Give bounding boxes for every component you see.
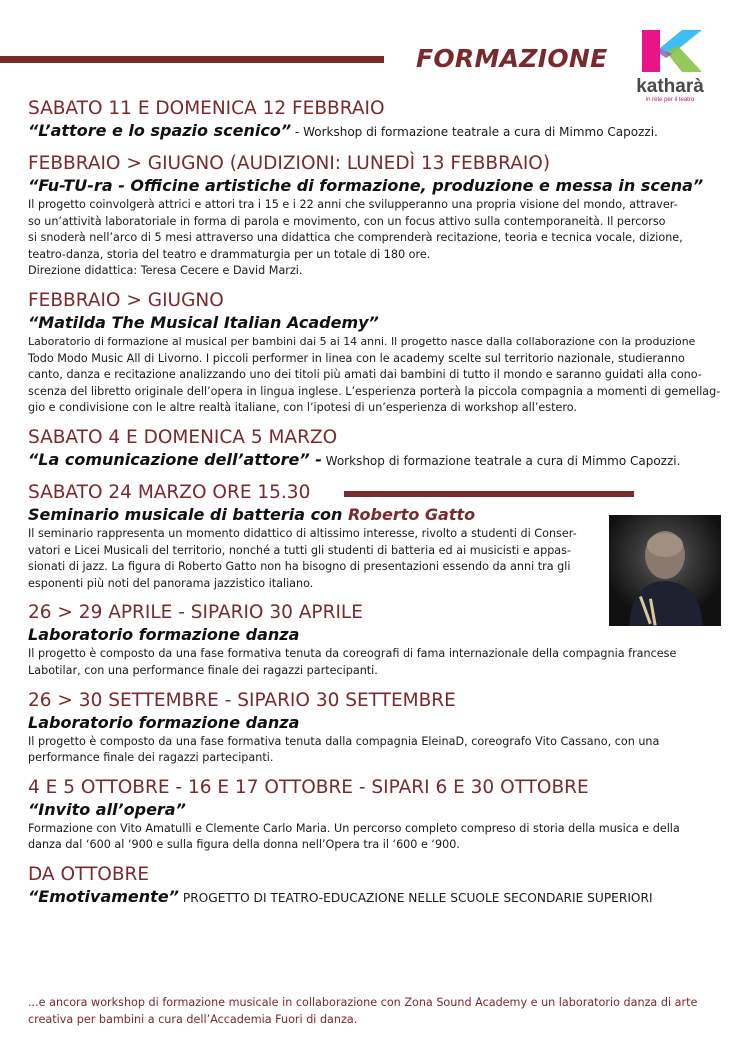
description-line: Formazione con Vito Amatulli e Clemente Carlo Maria. Un percorso completo compreso di storia della musica e della bbox=[28, 821, 680, 835]
event-date: 26 > 30 SETTEMBRE - SIPARIO 30 SETTEMBRE bbox=[28, 689, 456, 711]
event-item bbox=[28, 427, 718, 472]
description-line: Il progetto è composto da una fase formativa tenuta dalla compagnia EleinaD, coreografo Vito Cassano, con una bbox=[28, 734, 660, 748]
event-description bbox=[28, 646, 718, 679]
event-title: “Fu-TU-ra - Officine artistiche di formazione, produzione e messa in scena” bbox=[28, 176, 704, 195]
footer-line: creativa per bambini a cura dell’Accademia Fuori di danza. bbox=[28, 1012, 358, 1026]
description-line: scenza del libretto originale dell’opera in lingua inglese. L’esperienza porterà la piccola compagnia a momenti di gemellag- bbox=[28, 384, 721, 398]
logo-wordmark: katharà bbox=[636, 76, 704, 97]
event-title-note: Workshop di formazione teatrale a cura di Mimmo Capozzi. bbox=[321, 453, 681, 468]
description-line: Direzione didattica: Teresa Cecere e David Marzi. bbox=[28, 264, 303, 278]
event-title-line bbox=[28, 175, 718, 196]
event-title: “Emotivamente” bbox=[28, 886, 179, 906]
description-line: sionati di jazz. La figura di Roberto Gatto non ha bisogno di presentazioni essendo da anni tra gli bbox=[28, 560, 571, 574]
event-date: 4 E 5 OTTOBRE - 16 E 17 OTTOBRE - SIPARI 6 E 30 OTTOBRE bbox=[28, 776, 589, 798]
page-title: FORMAZIONE bbox=[416, 44, 608, 73]
event-date-row bbox=[28, 482, 718, 504]
event-title-line bbox=[28, 886, 718, 909]
event-title-line bbox=[28, 312, 718, 333]
event-description bbox=[28, 821, 718, 854]
events-list bbox=[28, 98, 721, 909]
event-title-line bbox=[28, 799, 718, 820]
event-title-line bbox=[28, 120, 718, 143]
event-title-note: - Workshop di formazione teatrale a cura di Mimmo Capozzi. bbox=[291, 125, 658, 139]
event-item bbox=[28, 864, 718, 909]
header-rule bbox=[0, 56, 384, 63]
description-line: danza dal ‘600 al ‘900 e sulla figura della donna nell’Opera tra il ‘600 e ‘900. bbox=[28, 838, 460, 852]
footer-line: ...e ancora workshop di formazione musicale in collaborazione con Zona Sound Academy e un laboratorio danza di arte bbox=[28, 996, 698, 1009]
katara-logo bbox=[624, 28, 716, 104]
event-description bbox=[28, 197, 718, 280]
description-line: si snoderà nell’arco di 5 mesi attraverso una didattica che comprenderà recitazione, teoria e tecnica vocale, dizione, bbox=[28, 231, 683, 245]
description-line: vatori e Licei Musicali del territorio, nonché a tutti gli studenti di batteria ed ai musicisti e appas- bbox=[28, 543, 572, 557]
event-title-line bbox=[28, 712, 718, 733]
event-title: “L’attore e lo spazio scenico” bbox=[28, 121, 292, 140]
description-line: Labotilar, con una performance finale dei ragazzi partecipanti. bbox=[28, 663, 378, 677]
event-title-accent: Roberto Gatto bbox=[348, 504, 476, 524]
description-line: so un’attività laboratoriale in forma di parola e movimento, con un focus attivo sulla contemporaneità. Il percorso bbox=[28, 214, 666, 228]
event-date: SABATO 4 E DOMENICA 5 MARZO bbox=[28, 426, 338, 448]
description-line: teatro-danza, storia del teatro e drammaturgia per un totale di 180 ore. bbox=[28, 247, 431, 261]
event-title-note: PROGETTO DI TEATRO-EDUCAZIONE NELLE SCUOLE SECONDARIE SUPERIORI bbox=[178, 890, 653, 905]
event-date: SABATO 11 E DOMENICA 12 FEBBRAIO bbox=[28, 98, 385, 119]
date-rule bbox=[344, 491, 634, 497]
description-line: Todo Modo Music All di Livorno. I piccoli performer in linea con le academy scelte sul territorio nazionale, studieranno bbox=[28, 351, 685, 365]
event-item bbox=[28, 153, 718, 280]
event-description bbox=[28, 334, 721, 417]
description-line: Il progetto è composto da una fase formativa tenuta da coreografi di fama internazionale della compagnia francese bbox=[28, 647, 677, 661]
description-line: gio e condivisione con le altre realtà italiane, con l’ipotesi di un’esperienza di workshop all’estero. bbox=[28, 401, 577, 415]
footer-note bbox=[28, 995, 718, 1028]
event-description bbox=[28, 734, 718, 767]
event-title: Seminario musicale di batteria con bbox=[28, 504, 348, 524]
event-date: FEBBRAIO > GIUGNO bbox=[28, 289, 224, 311]
event-date: SABATO 24 MARZO ORE 15.30 bbox=[28, 481, 311, 503]
description-line: Laboratorio di formazione al musical per bambini dai 5 ai 14 anni. Il progetto nasce dalla collaborazione con la produzione bbox=[28, 334, 696, 348]
description-line: performance finale dei ragazzi partecipanti. bbox=[28, 751, 274, 765]
event-item bbox=[28, 690, 718, 767]
event-title: “Matilda The Musical Italian Academy” bbox=[28, 312, 379, 332]
event-title-line bbox=[28, 449, 718, 472]
event-date: FEBBRAIO > GIUGNO (AUDIZIONI: LUNEDÌ 13 FEBBRAIO) bbox=[28, 153, 551, 174]
event-date: DA OTTOBRE bbox=[28, 863, 150, 885]
event-item bbox=[28, 289, 721, 417]
event-title: Laboratorio formazione danza bbox=[28, 625, 300, 645]
logo-tagline: in rete per il teatro bbox=[645, 97, 695, 103]
event-title: Laboratorio formazione danza bbox=[28, 712, 300, 732]
description-line: canto, danza e recitazione analizzando uno dei titoli più amati dai bambini di tutto il mondo e saranno guidati alla cono- bbox=[28, 368, 702, 382]
event-item bbox=[28, 777, 718, 854]
event-date: 26 > 29 APRILE - SIPARIO 30 APRILE bbox=[28, 602, 363, 624]
roberto-gatto-photo bbox=[609, 515, 721, 626]
k-logo-icon bbox=[636, 28, 704, 74]
event-title: “La comunicazione dell’attore” - bbox=[28, 449, 322, 469]
description-line: Il progetto coinvolgerà attrici e attori tra i 15 e i 22 anni che svilupperanno una propria visione del mondo, attraver- bbox=[28, 198, 678, 211]
event-item bbox=[28, 98, 718, 143]
event-title-line bbox=[28, 624, 718, 645]
description-line: Il seminario rappresenta un momento didattico di altissimo interesse, rivolto a studenti di Conser- bbox=[28, 526, 577, 540]
event-title: “Invito all’opera” bbox=[28, 799, 186, 819]
description-line: esponenti più noti del panorama jazzistico italiano. bbox=[28, 576, 314, 590]
